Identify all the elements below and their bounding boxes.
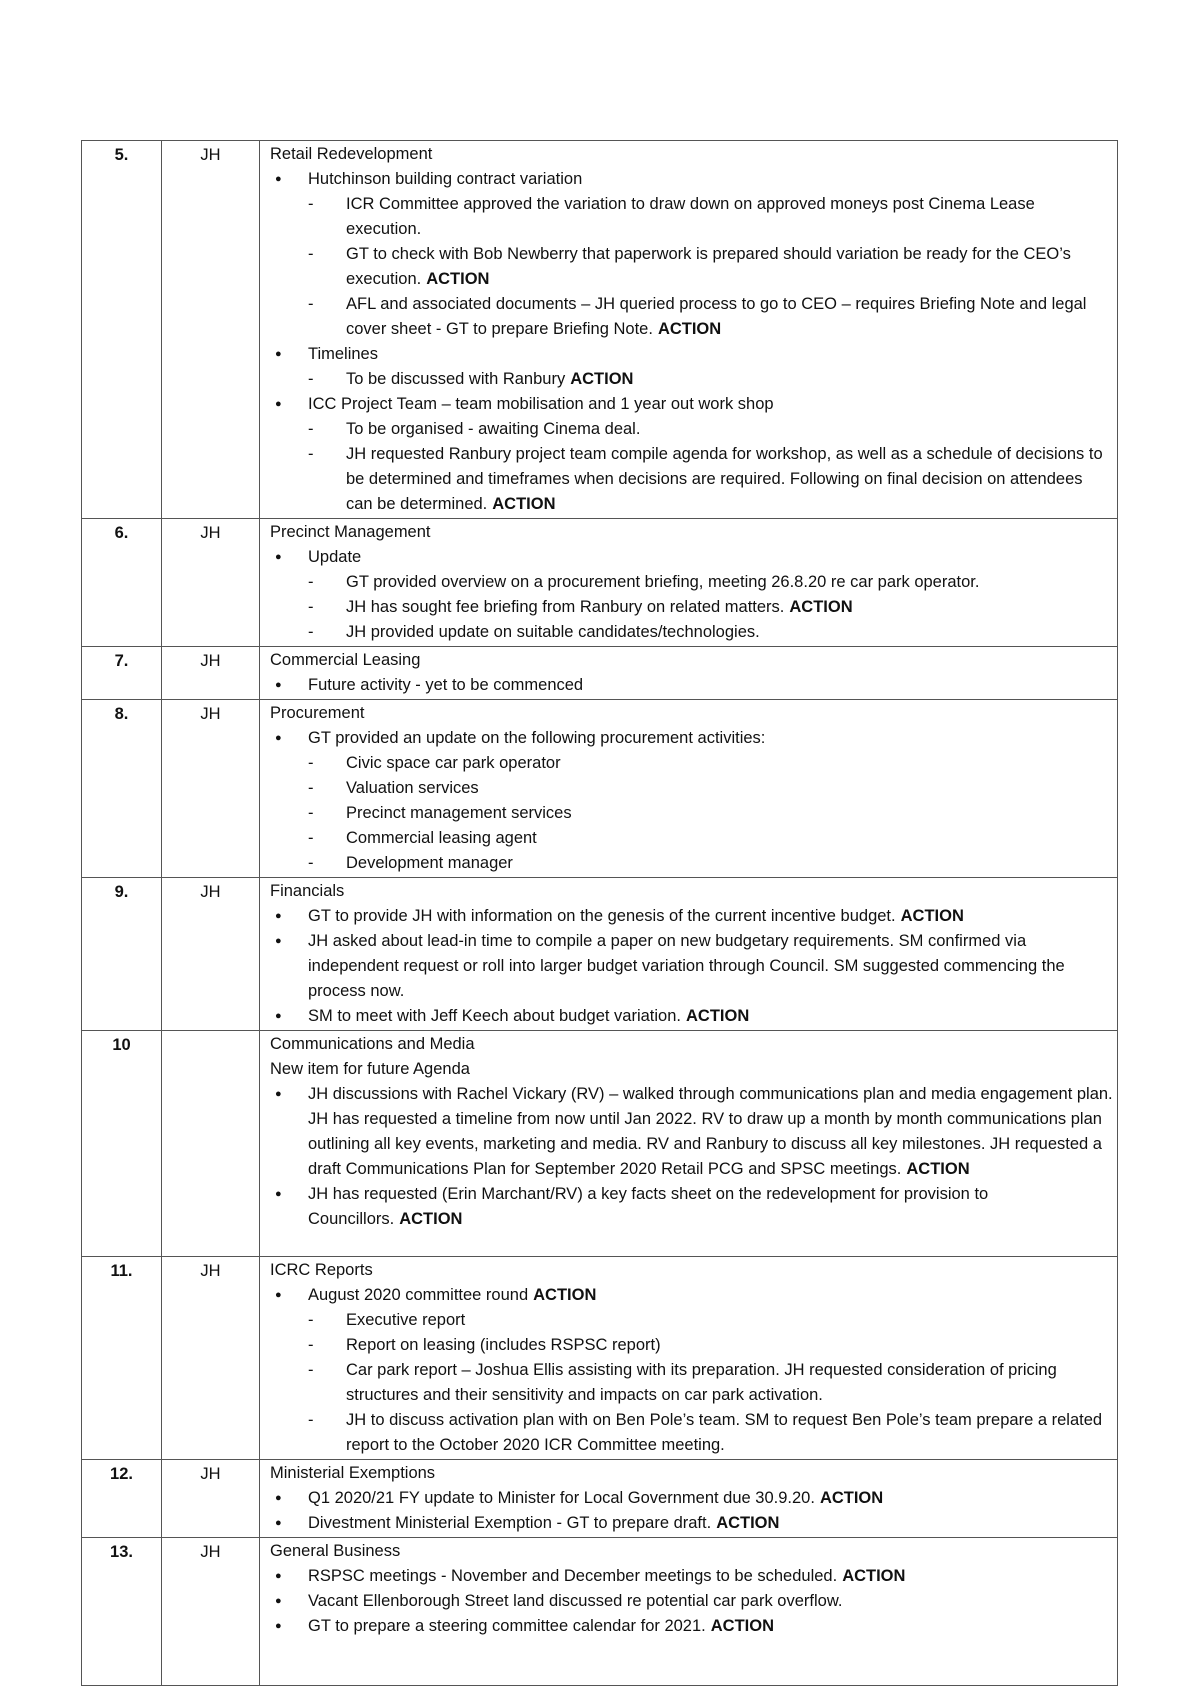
item-heading (270, 701, 1113, 726)
point-text: Precinct management services (346, 804, 572, 822)
responsible-person: JH (162, 878, 260, 1031)
point-text: ICRC Reports (270, 1261, 373, 1279)
point-text: GT to prepare a steering committee calendar for 2021. (308, 1617, 706, 1635)
agenda-row (82, 647, 1118, 700)
bullet-point (270, 726, 1113, 751)
point-text: GT provided overview on a procurement briefing, meeting 26.8.20 re car park operator. (346, 573, 980, 591)
action-flag: ACTION (716, 1514, 780, 1532)
item-number: 11. (82, 1257, 162, 1460)
action-flag: ACTION (686, 1007, 750, 1025)
bullet-point (270, 1614, 1113, 1639)
responsible-person: JH (162, 700, 260, 878)
sub-point (270, 826, 1113, 851)
point-text: RSPSC meetings - November and December meetings to be scheduled. (308, 1567, 838, 1585)
point-text: To be organised - awaiting Cinema deal. (346, 420, 641, 438)
action-flag: ACTION (789, 598, 853, 616)
item-details (260, 141, 1118, 519)
sub-point (270, 801, 1113, 826)
action-flag: ACTION (492, 495, 556, 513)
point-text: Valuation services (346, 779, 479, 797)
responsible-person: JH (162, 1538, 260, 1686)
action-flag: ACTION (657, 320, 722, 338)
item-heading (270, 142, 1113, 167)
bullet-point (270, 1486, 1113, 1511)
sub-point (270, 570, 1113, 595)
bullet-point (270, 929, 1113, 1004)
bullet-point (270, 342, 1113, 367)
item-details (260, 878, 1118, 1031)
item-number: 12. (82, 1460, 162, 1538)
action-flag: ACTION (842, 1567, 906, 1585)
item-number: 7. (82, 647, 162, 700)
point-text: JH to discuss activation plan with on Ben Pole’s team. SM to request Ben Pole’s team prepare a related report to the October 2020 ICR Committee meeting. (346, 1411, 1103, 1454)
point-text: August 2020 committee round (308, 1286, 529, 1304)
item-heading (270, 1258, 1113, 1283)
item-heading (270, 648, 1113, 673)
sub-point (270, 1333, 1113, 1358)
item-heading (270, 1057, 1113, 1082)
sub-point (270, 417, 1113, 442)
point-text: Ministerial Exemptions (270, 1464, 436, 1482)
item-details (260, 647, 1118, 700)
bullet-point (270, 1283, 1113, 1308)
minutes-rows (82, 141, 1118, 1686)
action-flag: ACTION (533, 1286, 597, 1304)
bullet-point (270, 1564, 1113, 1589)
bullet-point (270, 673, 1113, 698)
point-text: JH discussions with Rachel Vickary (RV) – walked through communications plan and media engagement plan. JH has requested a timeline from now until Jan 2022. RV to draw up a month by month communications plan outlining all key events, marketing and media. RV and Ranbury to discuss all key milestones. JH requested a draft Communications Plan for September 2020 Retail PCG and SPSC meetings. (308, 1085, 1113, 1178)
action-flag: ACTION (570, 370, 634, 388)
item-number: 8. (82, 700, 162, 878)
responsible-person: JH (162, 519, 260, 647)
sub-point (270, 851, 1113, 876)
agenda-row (82, 1031, 1118, 1257)
point-text: Commercial leasing agent (346, 829, 537, 847)
item-details (260, 1031, 1118, 1257)
point-text: ICR Committee approved the variation to draw down on approved moneys post Cinema Lease execution. (346, 195, 1035, 238)
agenda-row (82, 519, 1118, 647)
bullet-point (270, 1004, 1113, 1029)
sub-point (270, 442, 1113, 517)
point-text: Retail Redevelopment (270, 145, 433, 163)
point-text: JH requested Ranbury project team compile agenda for workshop, as well as a schedule of decisions to be determined and timeframes when decisions are required. Following on final decision on attendees can be determined. (346, 445, 1103, 513)
sub-point (270, 1358, 1113, 1408)
bullet-point (270, 1589, 1113, 1614)
point-text: Development manager (346, 854, 513, 872)
responsible-person: JH (162, 141, 260, 519)
point-text: Commercial Leasing (270, 651, 421, 669)
item-details (260, 519, 1118, 647)
agenda-row (82, 878, 1118, 1031)
point-text: ICC Project Team – team mobilisation and 1 year out work shop (308, 395, 774, 413)
point-text: Financials (270, 882, 345, 900)
sub-point (270, 1308, 1113, 1333)
item-heading (270, 1032, 1113, 1057)
sub-point (270, 620, 1113, 645)
point-text: AFL and associated documents – JH queried process to go to CEO – requires Briefing Note and legal cover sheet - GT to prepare Briefing Note. (346, 295, 1087, 338)
point-text: Future activity - yet to be commenced (308, 676, 584, 694)
item-number: 6. (82, 519, 162, 647)
item-heading (270, 1461, 1113, 1486)
point-text: Hutchinson building contract variation (308, 170, 583, 188)
item-number: 13. (82, 1538, 162, 1686)
bullet-point (270, 392, 1113, 417)
point-text: Communications and Media (270, 1035, 475, 1053)
bullet-point (270, 1082, 1113, 1182)
responsible-person: JH (162, 1257, 260, 1460)
point-text: SM to meet with Jeff Keech about budget variation. (308, 1007, 681, 1025)
point-text: Car park report – Joshua Ellis assisting with its preparation. JH requested consideration of pricing structures and their sensitivity and impacts on car park activation. (346, 1361, 1057, 1404)
point-text: Civic space car park operator (346, 754, 561, 772)
point-text: Procurement (270, 704, 365, 722)
point-text: General Business (270, 1542, 401, 1560)
agenda-row (82, 141, 1118, 519)
item-heading (270, 520, 1113, 545)
item-details (260, 700, 1118, 878)
responsible-person (162, 1031, 260, 1257)
agenda-row (82, 1538, 1118, 1686)
point-text: GT to check with Bob Newberry that paperwork is prepared should variation be ready for the CEO’s execution. (346, 245, 1071, 288)
point-text: Timelines (308, 345, 378, 363)
point-text: GT to provide JH with information on the genesis of the current incentive budget. (308, 907, 896, 925)
point-text: JH has requested (Erin Marchant/RV) a key facts sheet on the redevelopment for provision to Councillors. (308, 1185, 989, 1228)
action-flag: ACTION (399, 1210, 463, 1228)
action-flag: ACTION (900, 907, 964, 925)
bullet-point (270, 1182, 1113, 1232)
sub-point (270, 595, 1113, 620)
point-text: Executive report (346, 1311, 466, 1329)
action-flag: ACTION (819, 1489, 884, 1507)
point-text: JH has sought fee briefing from Ranbury on related matters. (346, 598, 785, 616)
responsible-person: JH (162, 1460, 260, 1538)
action-flag: ACTION (426, 270, 490, 288)
item-details (260, 1460, 1118, 1538)
point-text: GT provided an update on the following procurement activities: (308, 729, 766, 747)
point-text: Update (308, 548, 362, 566)
item-number: 5. (82, 141, 162, 519)
point-text: New item for future Agenda (270, 1060, 470, 1078)
responsible-person: JH (162, 647, 260, 700)
sub-point (270, 292, 1113, 342)
point-text: To be discussed with Ranbury (346, 370, 566, 388)
action-flag: ACTION (710, 1617, 774, 1635)
item-heading (270, 1539, 1113, 1564)
item-number: 10 (82, 1031, 162, 1257)
item-number: 9. (82, 878, 162, 1031)
item-heading (270, 879, 1113, 904)
point-text: JH asked about lead-in time to compile a paper on new budgetary requirements. SM confirmed via independent request or roll into larger budget variation through Council. SM suggested commencing the process now. (308, 932, 1065, 1000)
sub-point (270, 367, 1113, 392)
item-details (260, 1538, 1118, 1686)
agenda-row (82, 1460, 1118, 1538)
sub-point (270, 751, 1113, 776)
sub-point (270, 192, 1113, 242)
bullet-point (270, 167, 1113, 192)
agenda-row (82, 700, 1118, 878)
minutes-table (81, 140, 1118, 1686)
point-text: Q1 2020/21 FY update to Minister for Local Government due 30.9.20. (308, 1489, 815, 1507)
sub-point (270, 242, 1113, 292)
bullet-point (270, 904, 1113, 929)
point-text: Precinct Management (270, 523, 431, 541)
bullet-point (270, 1511, 1113, 1536)
point-text: JH provided update on suitable candidates/technologies. (346, 623, 760, 641)
point-text: Vacant Ellenborough Street land discussed re potential car park overflow. (308, 1592, 843, 1610)
point-text: Report on leasing (includes RSPSC report) (346, 1336, 661, 1354)
point-text: Divestment Ministerial Exemption - GT to prepare draft. (308, 1514, 712, 1532)
bullet-point (270, 545, 1113, 570)
item-details (260, 1257, 1118, 1460)
action-flag: ACTION (906, 1160, 970, 1178)
agenda-row (82, 1257, 1118, 1460)
sub-point (270, 1408, 1113, 1458)
sub-point (270, 776, 1113, 801)
